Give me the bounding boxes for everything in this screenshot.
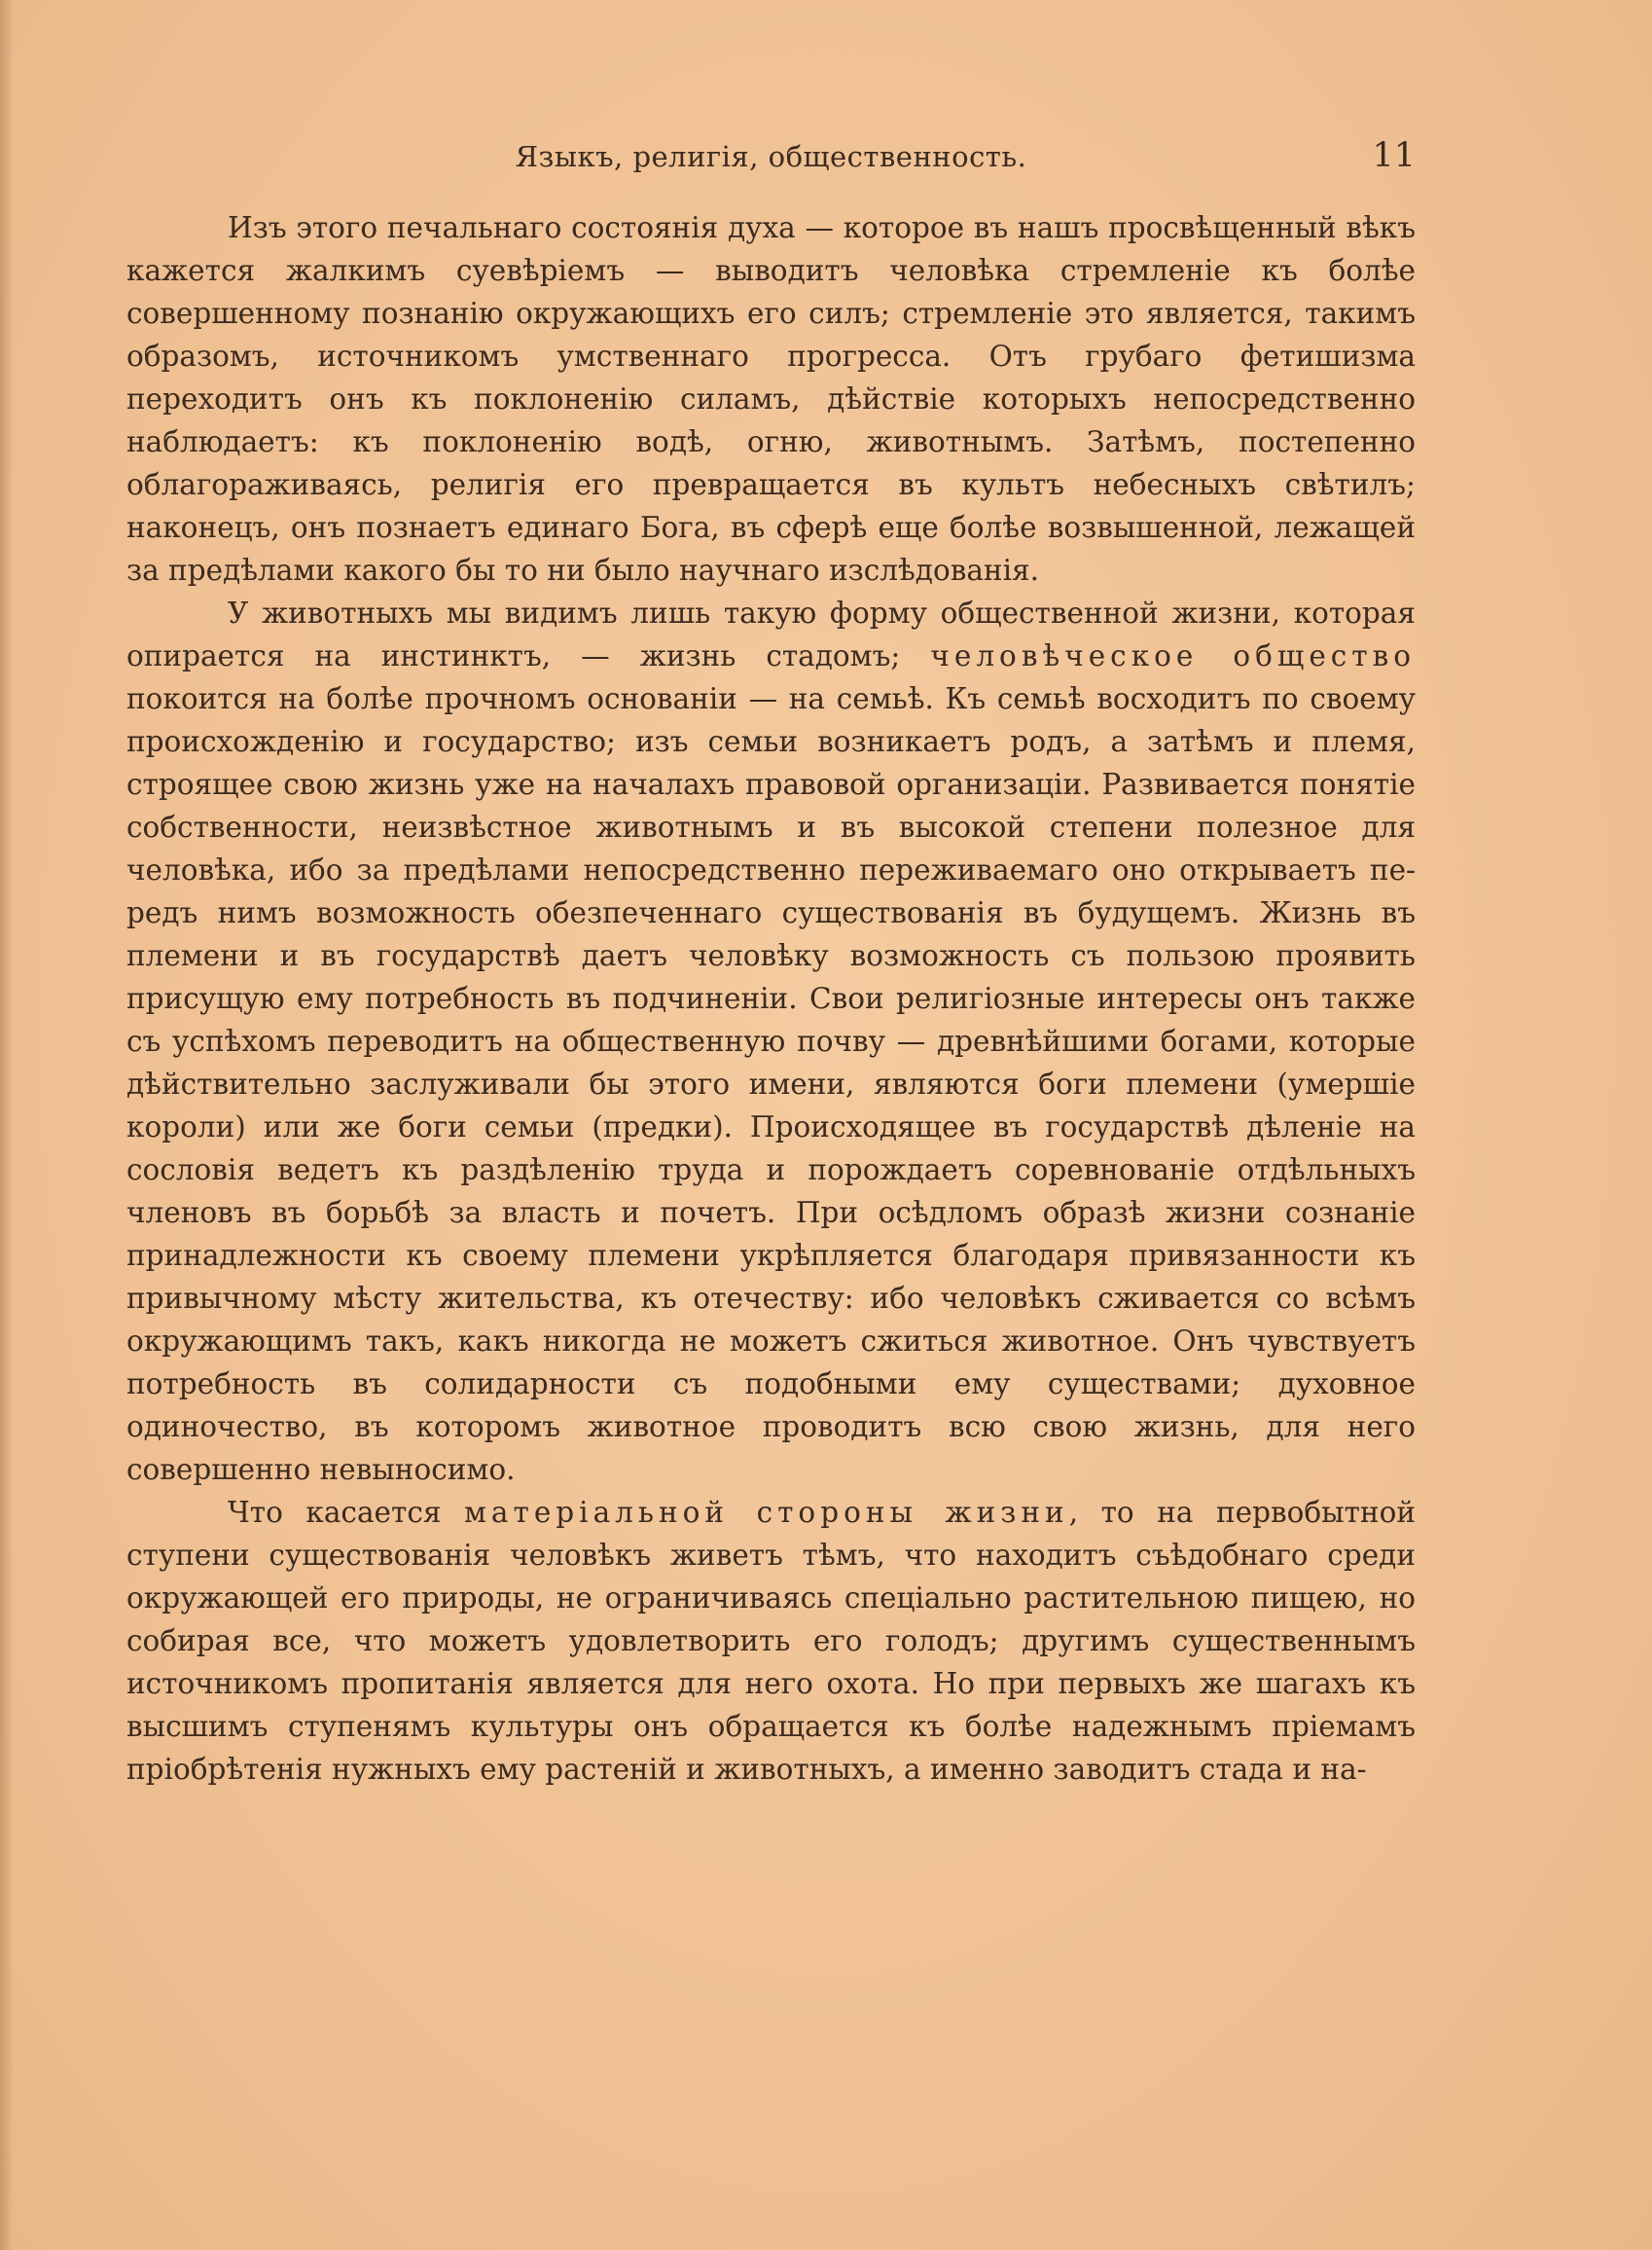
body-text xyxy=(126,206,1416,1791)
page-header xyxy=(126,136,1416,185)
emphasized-text: матеріальной стороны жизни xyxy=(463,1496,1069,1529)
paragraph-text: Что касается xyxy=(228,1496,464,1529)
page-edge-shadow xyxy=(0,0,14,2250)
paragraph xyxy=(126,592,1416,1491)
running-title: Языкъ, религія, общественность. xyxy=(515,140,1027,173)
paragraph-text: покоится на болѣе прочномъ основаніи — на семьѣ. Къ семьѣ восходитъ по своему происхожденію и государство; изъ семьи возникаетъ родъ, а затѣмъ и племя, строящее свою жизнь уже на началахъ правовой организаціи. Развивается понятіе собственности, неизвѣстное животнымъ и въ высокой степени полезное для человѣка, ибо за предѣлами непосредственно переживаемаго оно открываетъ передъ нимъ возможность обезпеченнаго существованія въ будущемъ. Жизнь въ племени и въ государствѣ даетъ человѣку возможность съ пользою проявить присущую ему потребность въ подчиненіи. Свои религіозные интересы онъ также съ успѣхомъ переводитъ на общественную почву — древнѣйшими богами, которые дѣйствительно заслуживали бы этого имени, являются боги племени (умершіе короли) или же боги семьи (предки). Происходящее въ государствѣ дѣленіе на сословія ведетъ къ раздѣленію труда и порождаетъ соревнованіе отдѣльныхъ членовъ въ борьбѣ за власть и почетъ. При осѣдломъ образѣ жизни сознаніе принадлежности къ своему племени укрѣпляется благодаря привязанности къ привычному мѣсту жительства, къ отечеству: ибо человѣкъ сживается со всѣмъ окружающимъ такъ, какъ никогда не можетъ сжиться животное. Онъ чувствуетъ потребность въ солидарности съ подобными ему существами; духовное одиночество, въ которомъ животное проводитъ всю свою жизнь, для него совершенно невыносимо. xyxy=(126,682,1416,1486)
paragraph xyxy=(126,206,1416,592)
paragraph-text: , то на первобытной ступени существованія человѣкъ живетъ тѣмъ, что находитъ съѣдобнаго среди окружающей его природы, не ограничиваясь спеціально растительною пищею, но собирая все, что можетъ удовлетворить его голодъ; другимъ существеннымъ источникомъ пропитанія является для него охота. Но при первыхъ же шагахъ къ высшимъ ступенямъ культуры онъ обращается къ болѣе надежнымъ пріемамъ пріобрѣтенія нужныхъ ему растеній и животныхъ, а именно заводитъ стада и на- xyxy=(126,1496,1416,1786)
paragraph-text: Изъ этого печальнаго состоянія духа — которое въ нашъ просвѣщенный вѣкъ кажется жалкимъ суевѣріемъ — выводитъ человѣка стремленіе къ болѣе совершенному познанію окружающихъ его силъ; стремленіе это является, такимъ образомъ, источникомъ умственнаго прогресса. Отъ грубаго фетишизма переходитъ онъ къ поклоненію силамъ, дѣйствіе которыхъ непосредственно наблюдаетъ: къ поклоненію водѣ, огню, животнымъ. Затѣмъ, постепенно облагораживаясь, религія его превращается въ культъ небесныхъ свѣтилъ; наконецъ, онъ познаетъ единаго Бога, въ сферѣ еще болѣе возвышенной, лежащей за предѣлами какого бы то ни было научнаго изслѣдованія. xyxy=(126,211,1416,587)
page-number: 11 xyxy=(1372,136,1416,175)
paragraph-text: У животныхъ мы видимъ лишь такую форму общественной жизни, которая опирается на инстинктъ, — жизнь стадомъ; xyxy=(126,597,1416,672)
emphasized-text: человѣческое общество xyxy=(930,639,1416,672)
paragraph xyxy=(126,1491,1416,1791)
